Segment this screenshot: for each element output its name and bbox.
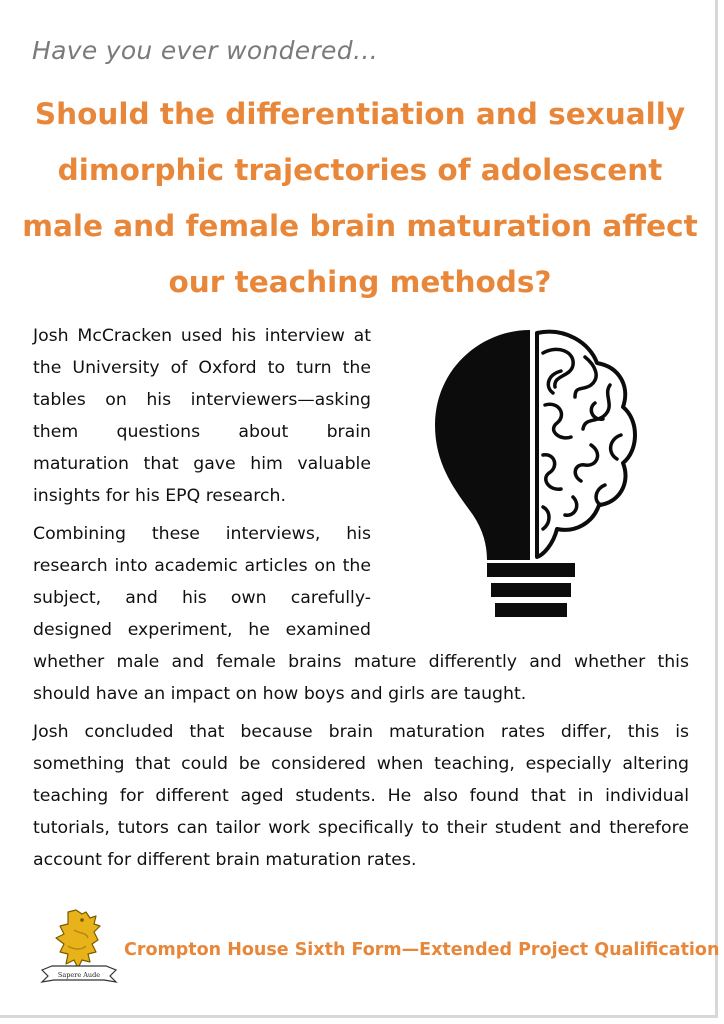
lightbulb-brain-icon <box>425 325 645 625</box>
page-headline: Should the differentiation and sexually dimorphic trajectories of adolescent male and female brain maturation affect our teaching methods? <box>22 97 698 299</box>
paragraph-1: Josh McCracken used his interview at the University of Oxford to turn the tables on his interviewers—asking them questions about brain maturation that gave him valuable insights for his EPQ research. <box>33 326 371 506</box>
lion-crest-icon <box>38 906 120 986</box>
paragraph-2: Combining these interviews, his research into academic articles on the subject, and his own carefully-designed experiment, he examined whether male and female brains mature differently and whether this should have an impact on how boys and girls are taught. <box>33 524 689 704</box>
footer-credit: Crompton House Sixth Form—Extended Project Qualification <box>124 940 720 960</box>
kicker-text: Have you ever wondered… <box>32 36 379 65</box>
paragraph-3: Josh concluded that because brain maturation rates differ, this is something that could be considered when teaching, especially altering teaching for different aged students. He also found that in individual tutorials, tutors can tailor work specifically to their student and therefore account for different brain maturation rates. <box>33 722 689 870</box>
crest-motto: Sapere Aude <box>57 971 101 979</box>
